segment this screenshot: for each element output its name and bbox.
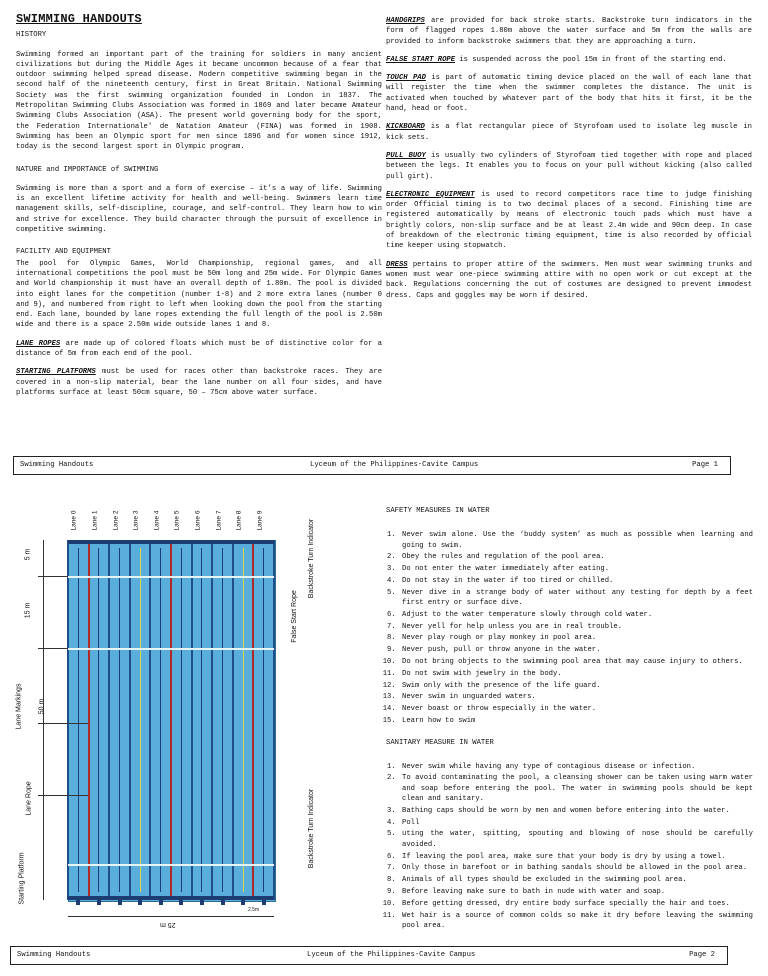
false-start-paragraph: FALSE START ROPE is suspended across the pool 15m in front of the starting end.: [386, 55, 727, 64]
footer-left: Swimming Handouts: [20, 461, 94, 469]
starting-platforms-paragraph: STARTING PLATFORMS must be used for races other than backstroke races. They are covered in a non-slip material, bear the lane number on all four sides, and have platforms surface at least 50cm square, 50 – 75cm above water surface.: [16, 368, 383, 397]
page-1-footer: [13, 456, 731, 475]
pointer-lane-rope: [38, 795, 88, 796]
list-item: 11. Wet hair is a source of common colds so make it dry before leaving the swimming pool area.: [400, 911, 753, 932]
backstroke-line-bottom: [68, 864, 274, 866]
lane-marking: [222, 548, 223, 892]
list-item: 3. Bathing caps should be worn by men and women before entering into the water.: [400, 806, 753, 816]
left-column: [16, 14, 382, 406]
backstroke-line-top: [68, 576, 274, 578]
electronic-equipment-term: ELECTRONIC EQUIPMENT: [386, 190, 475, 199]
label-5m: 5 m: [24, 548, 32, 561]
safety-heading: SAFETY MEASURES IN WATER: [386, 507, 490, 515]
lane-rope: [108, 540, 110, 900]
list-item: 6. If leaving the pool area, make sure that your body is dry by using a towel.: [400, 852, 753, 862]
starting-block: [200, 900, 204, 905]
lane-label: Lane 9: [256, 510, 264, 531]
page-2-footer: [10, 946, 728, 965]
footer-center: Lyceum of the Philippines-Cavite Campus: [307, 951, 476, 959]
false-start-line: [68, 648, 274, 650]
facility-heading: FACILITY AND EQUIPMENT: [16, 248, 111, 257]
list-item: 13. Never swim in unguarded waters.: [400, 692, 753, 702]
starting-block: [159, 900, 163, 905]
pointer-lane-markings: [38, 723, 88, 724]
false-start-term: FALSE START ROPE: [386, 55, 456, 64]
starting-block: [76, 900, 80, 905]
list-item: 6. Adjust to the water temperature slowly through cold water.: [400, 610, 753, 620]
handgrips-paragraph: HANDGRIPS are provided for back stroke starts. Backstroke turn indicators in the form of flagged ropes 1.80m above the water surface and 5m from the walls are provided to inform backstroke swimmers that they are approaching a turn.: [386, 17, 752, 46]
page-2: [0, 485, 768, 976]
safety-list: [386, 530, 753, 726]
lane-rope: [149, 540, 151, 900]
list-item: 7. Only those in barefoot or in bathing sandals should be allowed in the pool area.: [400, 863, 753, 873]
label-2-5m: 2.5m: [248, 907, 260, 913]
lane-label: Lane 8: [235, 510, 243, 531]
lane-rope: [252, 540, 254, 900]
dim-tick-5m: [38, 576, 68, 577]
list-item: 11. Do not swim with jewelry in the body.: [400, 669, 753, 679]
list-item: 4. Poll: [400, 818, 753, 828]
label-15m: 15 m: [24, 602, 32, 619]
lane-label: Lane 5: [173, 510, 181, 531]
electronic-equipment-paragraph: ELECTRONIC EQUIPMENT is used to record competitors race time to judge finishing order Official timing is to two decimal places of a second. Finishing time are registered automatically by means of electronic touch pads which must have a brightly colors, non-slip surface and be at least 2.4m wide and 90cm deep. In case of breakdown of the electronic timing equipment, time is also recorded by official time keeper using stopwatch.: [386, 190, 752, 251]
lane-label: Lane 4: [153, 510, 161, 531]
nature-heading: NATURE and IMPORTANCE of SWIMMING: [16, 165, 159, 174]
handgrips-term: HANDGRIPS: [386, 17, 425, 25]
dim-line-left: [43, 540, 44, 900]
lane-label: Lane 2: [111, 510, 119, 531]
lane-ropes: [68, 540, 274, 900]
list-item: 12. Swim only with the presence of the life guard.: [400, 681, 753, 691]
pull-buoy-paragraph: PULL BUOY is usually two cylinders of Styrofoam tied together with rope and placed between the legs. It enables you to focus on your pull without kicking (also called pull girt).: [386, 151, 752, 181]
starting-platforms-term: STARTING PLATFORMS: [16, 368, 96, 377]
starting-blocks: [68, 900, 274, 906]
lane-ropes-term: LANE ROPES: [16, 339, 61, 348]
lane-marking: [119, 548, 120, 892]
lane-ropes-paragraph: LANE ROPES are made up of colored floats which must be of distinctive color for a distance of 5m from each end of the pool.: [16, 339, 382, 359]
lane-rope: [273, 540, 275, 900]
list-item: 1. Never swim while having any type of contagious disease or infection.: [400, 762, 753, 772]
lane-marking: [98, 548, 99, 892]
label-starting-platform: Starting Platform: [18, 852, 26, 905]
lane-marking: [243, 548, 244, 892]
sanitary-heading: SANITARY MEASURE IN WATER: [386, 739, 494, 748]
dim-line-bottom: [68, 916, 274, 917]
measures-column: [386, 506, 753, 933]
list-item: 7. Never yell for help unless you are in real trouble.: [400, 622, 753, 632]
kickboard-term: KICKBOARD: [386, 123, 425, 132]
label-lane-markings: Lane Markings: [15, 683, 23, 730]
list-item: 5. uting the water, spitting, spouting and blowing of nose should be carefully avoided.: [400, 829, 753, 850]
list-item: 4. Do not stay in the water if too tired or chilled.: [400, 576, 753, 586]
label-false-start: False Start Rope: [290, 590, 298, 643]
right-column: [386, 16, 752, 309]
label-backstroke-top: Backstroke Turn Indicator: [308, 518, 316, 599]
list-item: 15. Learn how to swim: [400, 716, 753, 726]
list-item: 2. Obey the rules and regulation of the pool area.: [400, 552, 753, 562]
footer-center: Lyceum of the Philippines-Cavite Campus: [310, 461, 479, 469]
label-lane-rope: Lane Rope: [25, 781, 33, 816]
dress-term: DRESS: [386, 260, 408, 269]
pool-end-top: [68, 540, 274, 544]
lane-labels: [68, 503, 274, 539]
lane-label: Lane 6: [194, 510, 202, 531]
facility-paragraph: The pool for Olympic Games, World Championship, regional games, and all international competitions the pool must be 50m long and 25m wide. For Olympic Games and World championship it must have an overall depth of 1.80m. The pool is divided into eight lanes for the competition (number 1-8) and 2 more extra lanes (number 0 and 9), and numbered from right to left when looking down the pool from the starting end. Each lane, bounded by lane ropes extending the full length of the pool is 2.50m wide and there is a space 2.50m wide outside lanes 1 and 8.: [16, 259, 382, 330]
document-title: SWIMMING HANDOUTS: [16, 12, 142, 26]
lane-rope: [232, 540, 234, 900]
footer-page-number: Page 2: [689, 951, 715, 959]
list-item: 5. Never dive in a strange body of water without any testing for depth by a feet first entry or surface dive.: [400, 588, 753, 609]
lane-marking: [160, 548, 161, 892]
label-backstroke-bottom: Backstroke Turn Indicator: [308, 788, 316, 869]
lane-marking: [140, 548, 141, 892]
lane-label: Lane 3: [132, 510, 140, 531]
dress-paragraph: DRESS pertains to proper attire of the swimmers. Men must wear swimming trunks and women must wear one-piece swimming attire with no open work or cut except at the back. Regulations concerning the cut of costumes are designed to prevent immodest dress. Caps and goggles may be worn if desired.: [386, 260, 752, 300]
page-1: [0, 0, 768, 480]
list-item: 1. Never swim alone. Use the ‘buddy system’ as much as possible when learning and going to swim.: [400, 530, 753, 551]
list-item: 8. Never play rough or play monkey in pool area.: [400, 633, 753, 643]
starting-block: [97, 900, 101, 905]
starting-block: [262, 900, 266, 905]
lane-marking: [201, 548, 202, 892]
label-50m: 50 m: [38, 698, 46, 715]
nature-paragraph: Swimming is more than a sport and a form of exercise – it’s a way of life. Swimming is an excellent lifetime activity for health and well-being. Swimmers learn time management skills, self-discipline, courage, and self-control. They learn how to win and strive for excellence. They build character through the pursuit of excellence in competitive swimming.: [16, 184, 382, 235]
lane-rope: [88, 540, 90, 900]
lane-rope: [67, 540, 69, 900]
starting-block: [241, 900, 245, 905]
kickboard-paragraph: KICKBOARD is a flat rectangular piece of Styrofoam used to isolate leg muscle in kick sets.: [386, 123, 752, 142]
pull-buoy-term: PULL BUOY: [386, 151, 426, 160]
list-item: 14. Never boast or throw especially in the water.: [400, 704, 753, 714]
lane-label: Lane 7: [214, 510, 222, 531]
history-paragraph: Swimming formed an important part of the training for soldiers in many ancient civilizations but during the Middle Ages it became uncommon because of a fear that outdoor swimming helped spread disease. Modern competitive swimming began in the second half of the nineteenth century, first in Great Britain. National Swimming Society was the first swimming organization founded in London in 1837. The Metropolitan Swimming Clubs Association was formed in 1869 and later became Amateur Swimming Clubs Association (ASA). The present world governing body for the sport, the Federation Internationale' de Natation Amateur (FINA) was formed in 1908. Swimming has been an Olympic sport for men since 1896 and for women since 1912, today is the second largest sport in Olympic program.: [16, 50, 382, 152]
footer-left: Swimming Handouts: [17, 951, 91, 959]
lane-marking: [78, 548, 79, 892]
list-item: 2. To avoid contaminating the pool, a cleansing shower can be taken using warm water and soap before entering the pool. The water in swimming pools should be kept clean and sanitary.: [400, 773, 753, 804]
list-item: 8. Animals of all types should be excluded in the swimming pool area.: [400, 875, 753, 885]
list-item: 9. Never push, pull or throw anyone in the water.: [400, 645, 753, 655]
touch-pad-paragraph: TOUCH PAD is part of automatic timing device placed on the wall of each lane that will register the time when the swimmer completes the distance. The unit is activated when touched by whatever part of the body that hits it first, it be the hand, head or foot.: [386, 74, 752, 114]
sanitary-list: [386, 762, 753, 931]
lane-label: Lane 1: [91, 510, 99, 531]
touch-pad-term: TOUCH PAD: [386, 74, 426, 83]
lane-marking: [263, 548, 264, 892]
footer-page-number: Page 1: [692, 461, 718, 469]
lane-marking: [181, 548, 182, 892]
list-item: 10. Do not bring objects to the swimming pool area that may cause injury to others.: [400, 657, 753, 667]
lane-rope: [211, 540, 213, 900]
starting-block: [179, 900, 183, 905]
lane-label: Lane 0: [70, 510, 78, 531]
list-item: 9. Before leaving make sure to bath in nude with water and soap.: [400, 887, 753, 897]
list-item: 3. Do not enter the water immediately after eating.: [400, 564, 753, 574]
lane-rope: [191, 540, 193, 900]
starting-block: [138, 900, 142, 905]
lane-rope: [170, 540, 172, 900]
history-heading: HISTORY: [16, 31, 47, 40]
label-25m: 25 m: [160, 921, 176, 928]
starting-block: [221, 900, 225, 905]
starting-block: [118, 900, 122, 905]
dim-tick-15m: [38, 648, 68, 649]
pool-diagram: [10, 503, 350, 943]
list-item: 10. Before getting dressed, dry entire body surface specially the hair and toes.: [400, 899, 753, 909]
lane-rope: [129, 540, 131, 900]
